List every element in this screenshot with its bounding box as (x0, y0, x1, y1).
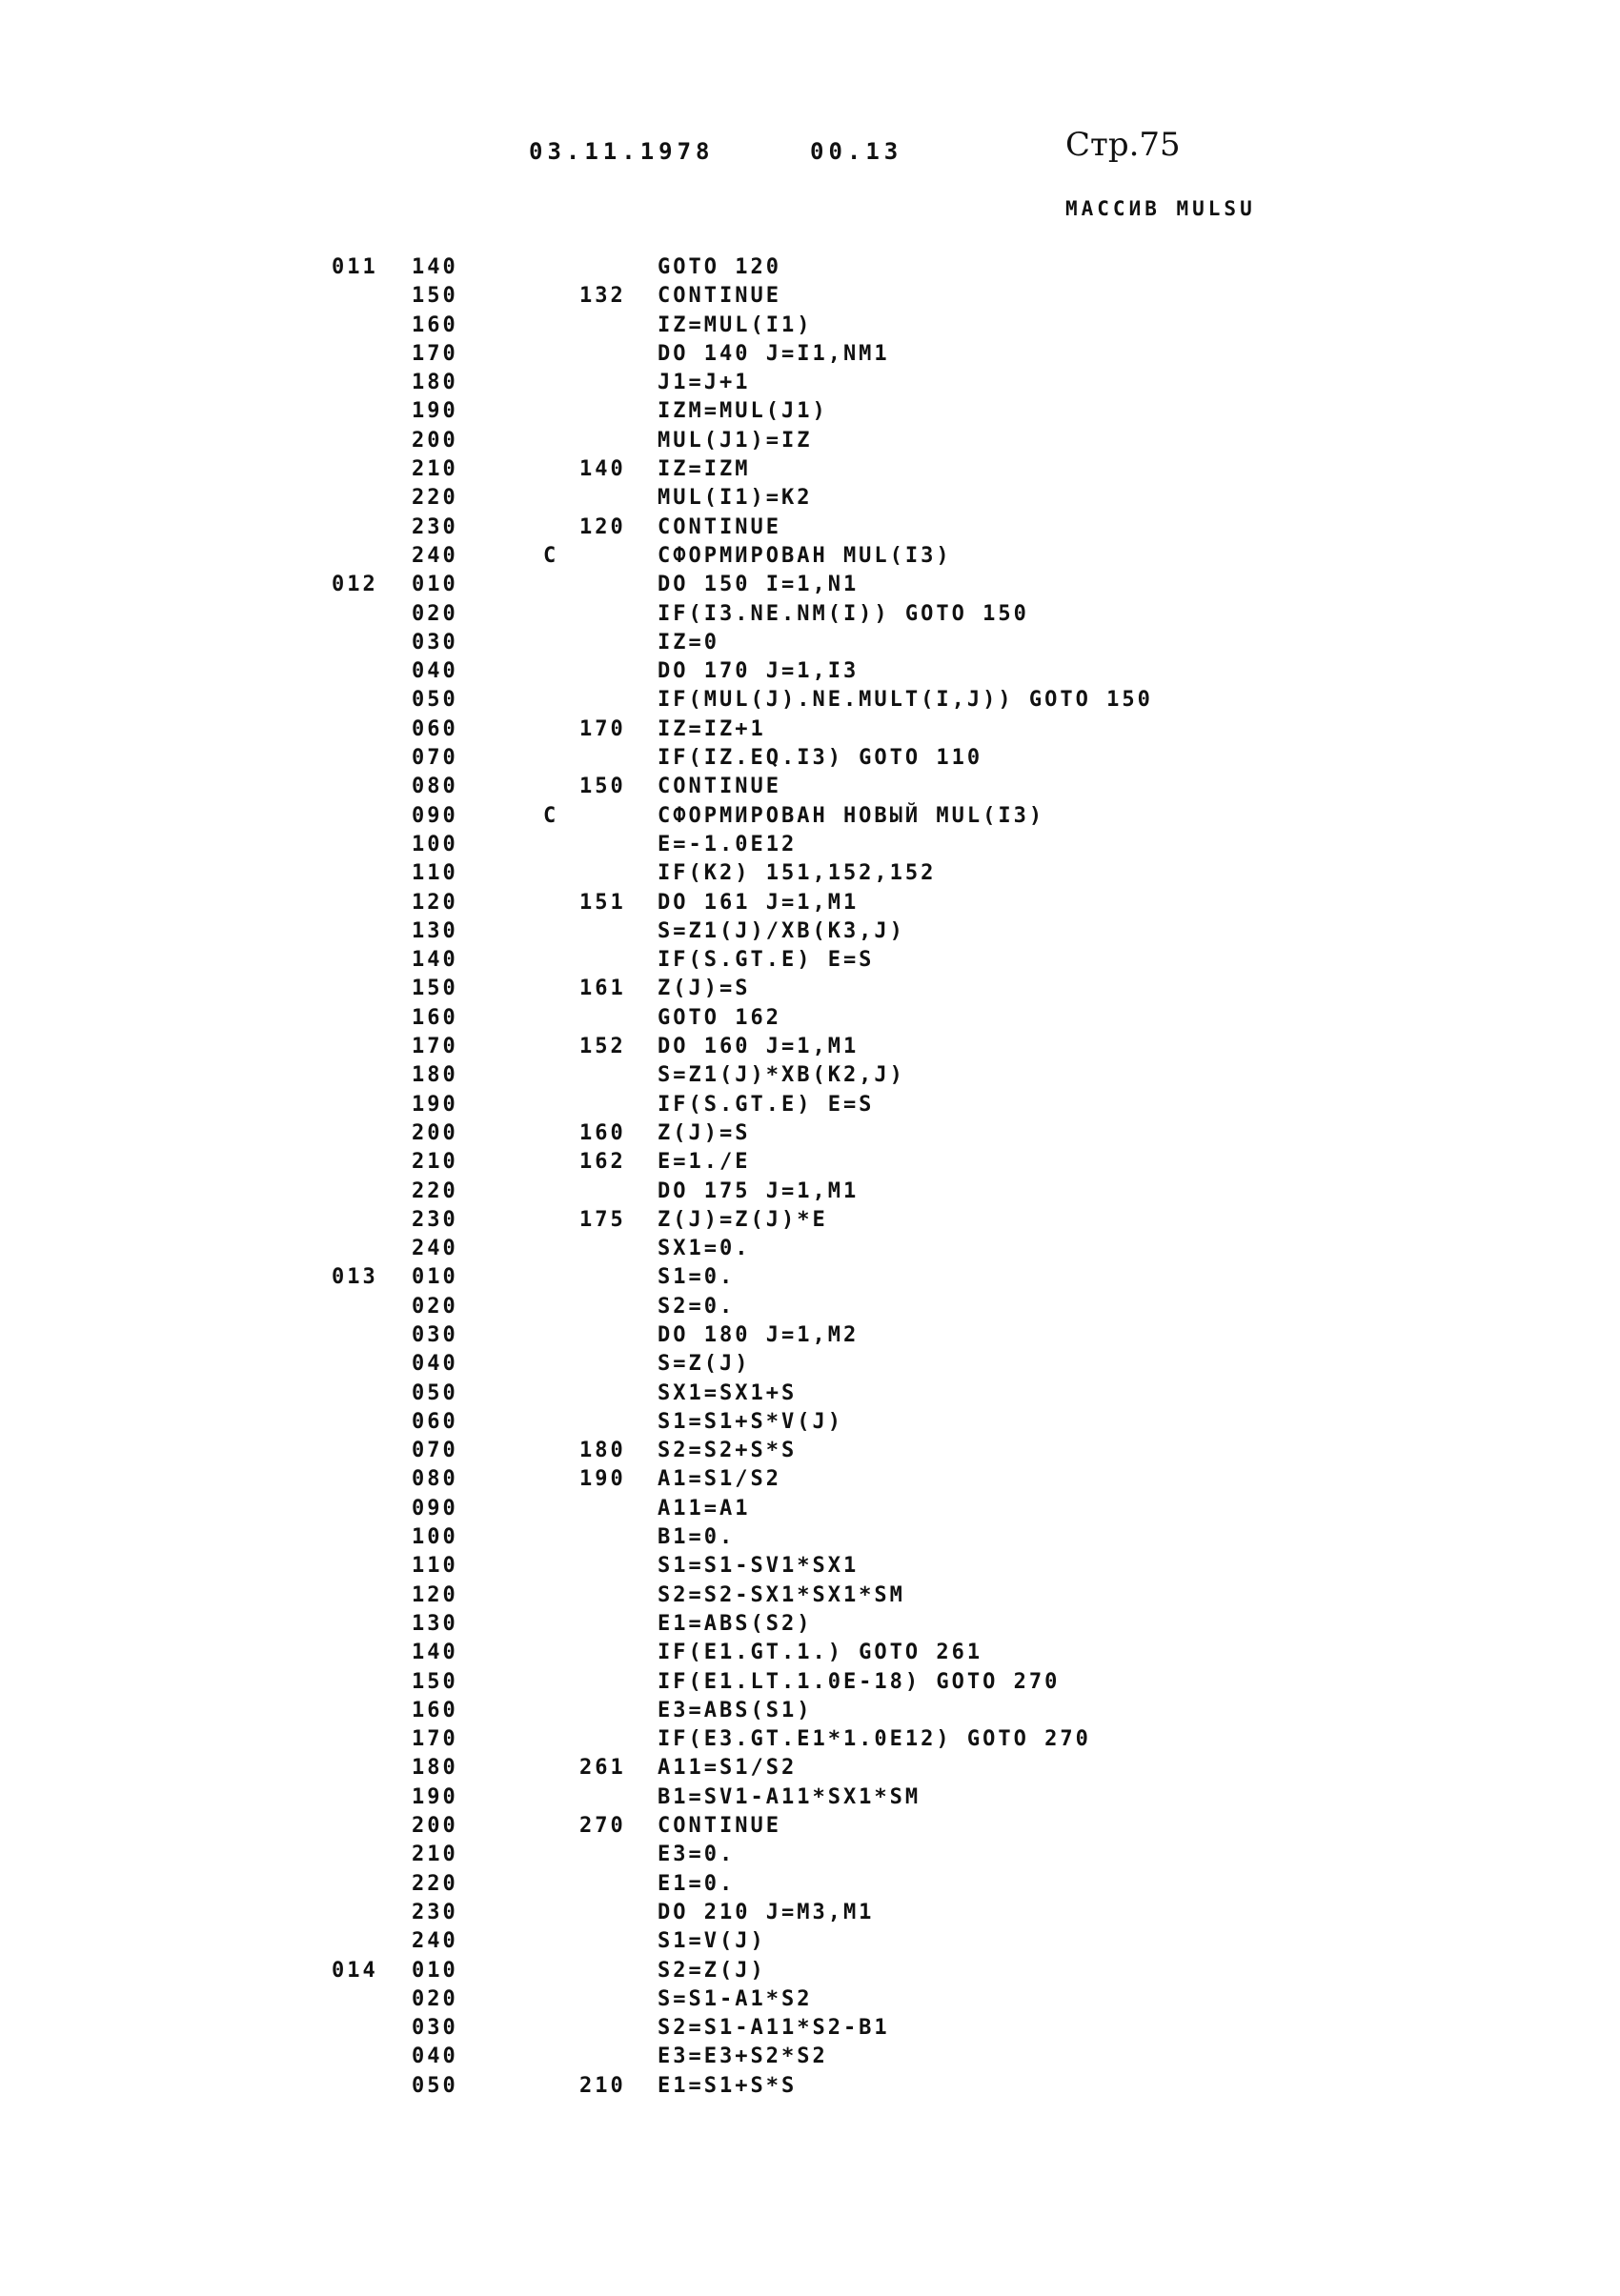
line-number: 110 (412, 861, 458, 886)
code-statement: Z(J)=S (658, 1120, 751, 1145)
listing-row (0, 1265, 1620, 1294)
code-statement: SX1=SX1+S (658, 1380, 798, 1405)
line-number: 120 (412, 890, 458, 915)
line-number: 020 (412, 1986, 458, 2011)
code-statement: E1=S1+S*S (658, 2073, 798, 2098)
statement-label: 151 (579, 890, 626, 915)
line-number: 170 (412, 341, 458, 366)
code-statement: IZ=IZM (658, 457, 751, 482)
code-statement: CONTINUE (658, 284, 781, 309)
code-listing (0, 255, 1620, 2103)
line-number: 020 (412, 601, 458, 626)
line-number: 150 (412, 1669, 458, 1694)
listing-row (0, 1901, 1620, 1929)
code-statement: E3=0. (658, 1843, 736, 1867)
code-statement: IZ=MUL(I1) (658, 312, 813, 337)
statement-label: 152 (579, 1035, 626, 1059)
line-number: 040 (412, 659, 458, 684)
code-statement: IF(S.GT.E) E=S (658, 1092, 875, 1117)
line-number: 050 (412, 2073, 458, 2098)
listing-row (0, 371, 1620, 399)
code-statement: GOTO 120 (658, 255, 781, 279)
statement-label: 190 (579, 1467, 626, 1492)
line-number: 020 (412, 1294, 458, 1319)
line-number: 070 (412, 1439, 458, 1463)
print-time: 00.13 (810, 138, 903, 165)
listing-row (0, 2016, 1620, 2044)
line-number: 060 (412, 716, 458, 741)
listing-row (0, 602, 1620, 631)
code-statement: S=Z(J) (658, 1352, 751, 1377)
listing-row (0, 1583, 1620, 1612)
line-number: 200 (412, 1120, 458, 1145)
statement-label: 210 (579, 2073, 626, 2098)
line-number: 200 (412, 1814, 458, 1839)
comment-marker: C (543, 543, 559, 568)
listing-row (0, 457, 1620, 486)
listing-row (0, 688, 1620, 716)
listing-row (0, 861, 1620, 890)
line-number: 220 (412, 1871, 458, 1896)
code-statement: MUL(I1)=K2 (658, 486, 813, 511)
line-number: 140 (412, 948, 458, 973)
code-statement: J1=J+1 (658, 371, 751, 395)
block-number: 014 (332, 1958, 378, 1983)
code-statement: S2=Z(J) (658, 1958, 766, 1983)
statement-label: 160 (579, 1120, 626, 1145)
line-number: 160 (412, 1698, 458, 1722)
statement-label: 261 (579, 1756, 626, 1781)
comment-marker: C (543, 803, 559, 828)
listing-row (0, 1612, 1620, 1641)
block-number: 013 (332, 1265, 378, 1290)
line-number: 140 (412, 1641, 458, 1665)
listing-row (0, 1843, 1620, 1871)
line-number: 240 (412, 1237, 458, 1261)
listing-row (0, 717, 1620, 746)
line-number: 170 (412, 1035, 458, 1059)
code-statement: E=1./E (658, 1150, 751, 1175)
line-number: 080 (412, 1467, 458, 1492)
line-number: 090 (412, 803, 458, 828)
line-number: 230 (412, 514, 458, 539)
code-statement: S2=S2-SX1*SX1*SM (658, 1582, 905, 1607)
code-statement: MUL(J1)=IZ (658, 428, 813, 453)
line-number: 120 (412, 1582, 458, 1607)
listing-row (0, 429, 1620, 457)
listing-row (0, 775, 1620, 803)
listing-row (0, 255, 1620, 284)
listing-row (0, 1093, 1620, 1121)
line-number: 240 (412, 543, 458, 568)
line-number: 230 (412, 1207, 458, 1232)
listing-row (0, 1150, 1620, 1178)
listing-row (0, 486, 1620, 514)
line-number: 040 (412, 1352, 458, 1377)
code-statement: Z(J)=Z(J)*E (658, 1207, 828, 1232)
line-number: 180 (412, 1063, 458, 1088)
listing-row (0, 342, 1620, 371)
statement-label: 170 (579, 716, 626, 741)
code-statement: DO 170 J=1,I3 (658, 659, 860, 684)
line-number: 180 (412, 371, 458, 395)
line-number: 210 (412, 1843, 458, 1867)
listing-row (0, 1525, 1620, 1554)
statement-label: 161 (579, 977, 626, 1001)
code-statement: S2=S1-A11*S2-B1 (658, 2016, 890, 2041)
listing-row (0, 1670, 1620, 1699)
line-number: 130 (412, 918, 458, 943)
code-statement: SX1=0. (658, 1237, 751, 1261)
line-number: 210 (412, 1150, 458, 1175)
code-statement: B1=SV1-A11*SX1*SM (658, 1784, 921, 1809)
line-number: 030 (412, 2016, 458, 2041)
code-statement: IF(E1.GT.1.) GOTO 261 (658, 1641, 983, 1665)
code-statement: СФОРМИРОВАН MUL(I3) (658, 543, 952, 568)
code-statement: B1=0. (658, 1525, 736, 1550)
line-number: 030 (412, 630, 458, 655)
code-statement: A11=S1/S2 (658, 1756, 798, 1781)
statement-label: 270 (579, 1814, 626, 1839)
code-statement: DO 160 J=1,M1 (658, 1035, 860, 1059)
listing-row (0, 1208, 1620, 1237)
code-statement: E1=0. (658, 1871, 736, 1896)
code-statement: E1=ABS(S2) (658, 1611, 813, 1636)
listing-row (0, 1381, 1620, 1410)
listing-row (0, 1987, 1620, 2016)
listing-row (0, 1641, 1620, 1669)
listing-row (0, 631, 1620, 659)
line-number: 050 (412, 1380, 458, 1405)
code-statement: S=Z1(J)*XB(K2,J) (658, 1063, 905, 1088)
block-number: 011 (332, 255, 378, 279)
line-number: 110 (412, 1554, 458, 1579)
listing-row (0, 1785, 1620, 1814)
code-statement: DO 150 I=1,N1 (658, 573, 860, 597)
statement-label: 132 (579, 284, 626, 309)
listing-row (0, 659, 1620, 688)
listing-row (0, 2044, 1620, 2073)
code-statement: Z(J)=S (658, 977, 751, 1001)
page-number: Стр.75 (1065, 126, 1181, 164)
code-statement: IZM=MUL(J1) (658, 399, 828, 424)
routine-title: МАССИВ MULSU (1065, 197, 1256, 220)
listing-row (0, 1554, 1620, 1582)
line-number: 200 (412, 428, 458, 453)
listing-row (0, 515, 1620, 544)
listing-row (0, 891, 1620, 919)
code-statement: DO 140 J=I1,NM1 (658, 341, 890, 366)
print-date: 03.11.1978 (529, 138, 715, 165)
listing-row (0, 1756, 1620, 1784)
statement-label: 120 (579, 514, 626, 539)
code-statement: IF(E1.LT.1.0E-18) GOTO 270 (658, 1669, 1061, 1694)
line-number: 150 (412, 284, 458, 309)
code-statement: E3=ABS(S1) (658, 1698, 813, 1722)
listing-row (0, 1929, 1620, 1958)
line-number: 060 (412, 1409, 458, 1434)
line-number: 190 (412, 1784, 458, 1809)
line-number: 100 (412, 832, 458, 856)
code-statement: S1=S1-SV1*SX1 (658, 1554, 860, 1579)
line-number: 090 (412, 1496, 458, 1521)
line-number: 100 (412, 1525, 458, 1550)
line-number: 070 (412, 746, 458, 771)
listing-row (0, 977, 1620, 1005)
listing-row (0, 1727, 1620, 1756)
line-number: 220 (412, 486, 458, 511)
code-statement: S=S1-A1*S2 (658, 1986, 813, 2011)
listing-row (0, 573, 1620, 601)
listing-row (0, 2074, 1620, 2103)
code-statement: S1=0. (658, 1265, 736, 1290)
listing-row (0, 1035, 1620, 1063)
code-statement: IF(I3.NE.NM(I)) GOTO 150 (658, 601, 1029, 626)
statement-label: 180 (579, 1439, 626, 1463)
listing-row (0, 919, 1620, 948)
line-number: 180 (412, 1756, 458, 1781)
listing-row (0, 1006, 1620, 1035)
statement-label: 175 (579, 1207, 626, 1232)
line-number: 010 (412, 573, 458, 597)
code-statement: CONTINUE (658, 514, 781, 539)
code-statement: S2=S2+S*S (658, 1439, 798, 1463)
code-statement: GOTO 162 (658, 1005, 781, 1030)
listing-row (0, 284, 1620, 312)
code-statement: CONTINUE (658, 1814, 781, 1839)
line-number: 240 (412, 1929, 458, 1954)
code-statement: СФОРМИРОВАН НОВЫЙ MUL(I3) (658, 803, 1045, 828)
line-number: 190 (412, 1092, 458, 1117)
code-statement: IZ=IZ+1 (658, 716, 766, 741)
line-number: 030 (412, 1322, 458, 1347)
listing-row (0, 1814, 1620, 1843)
listing-row (0, 544, 1620, 573)
statement-label: 140 (579, 457, 626, 482)
listing-row (0, 1179, 1620, 1208)
line-number: 130 (412, 1611, 458, 1636)
statement-label: 162 (579, 1150, 626, 1175)
line-number: 040 (412, 2044, 458, 2069)
listing-row (0, 746, 1620, 775)
block-number: 012 (332, 573, 378, 597)
code-statement: DO 180 J=1,M2 (658, 1322, 860, 1347)
line-number: 080 (412, 775, 458, 799)
listing-row (0, 1497, 1620, 1525)
code-statement: IF(IZ.EQ.I3) GOTO 110 (658, 746, 983, 771)
code-statement: DO 161 J=1,M1 (658, 890, 860, 915)
line-number: 170 (412, 1727, 458, 1752)
line-number: 160 (412, 312, 458, 337)
code-statement: IZ=0 (658, 630, 719, 655)
listing-row (0, 804, 1620, 833)
line-number: 010 (412, 1265, 458, 1290)
code-statement: E3=E3+S2*S2 (658, 2044, 828, 2069)
listing-row (0, 1872, 1620, 1901)
line-number: 220 (412, 1178, 458, 1203)
listing-row (0, 1121, 1620, 1150)
listing-row (0, 1063, 1620, 1092)
line-number: 010 (412, 1958, 458, 1983)
line-number: 050 (412, 688, 458, 713)
line-number: 230 (412, 1900, 458, 1924)
line-number: 160 (412, 1005, 458, 1030)
line-number: 150 (412, 977, 458, 1001)
line-number: 190 (412, 399, 458, 424)
listing-row (0, 1323, 1620, 1352)
code-statement: E=-1.0E12 (658, 832, 798, 856)
code-statement: CONTINUE (658, 775, 781, 799)
listing-row (0, 1699, 1620, 1727)
code-statement: IF(S.GT.E) E=S (658, 948, 875, 973)
code-statement: DO 175 J=1,M1 (658, 1178, 860, 1203)
code-statement: A11=A1 (658, 1496, 751, 1521)
code-statement: IF(K2) 151,152,152 (658, 861, 937, 886)
code-statement: S2=0. (658, 1294, 736, 1319)
line-number: 210 (412, 457, 458, 482)
code-statement: S=Z1(J)/XB(K3,J) (658, 918, 905, 943)
listing-row (0, 1237, 1620, 1265)
code-statement: DO 210 J=M3,M1 (658, 1900, 875, 1924)
line-number: 140 (412, 255, 458, 279)
listing-row (0, 1467, 1620, 1496)
code-statement: S1=S1+S*V(J) (658, 1409, 843, 1434)
listing-row (0, 948, 1620, 977)
listing-row (0, 1352, 1620, 1380)
code-statement: S1=V(J) (658, 1929, 766, 1954)
listing-row (0, 1959, 1620, 1987)
listing-row (0, 1295, 1620, 1323)
listing-row (0, 399, 1620, 428)
statement-label: 150 (579, 775, 626, 799)
code-statement: IF(MUL(J).NE.MULT(I,J)) GOTO 150 (658, 688, 1153, 713)
listing-row (0, 1410, 1620, 1439)
code-statement: IF(E3.GT.E1*1.0E12) GOTO 270 (658, 1727, 1091, 1752)
code-statement: A1=S1/S2 (658, 1467, 781, 1492)
listing-row (0, 1439, 1620, 1467)
listing-row (0, 833, 1620, 861)
listing-row (0, 313, 1620, 342)
